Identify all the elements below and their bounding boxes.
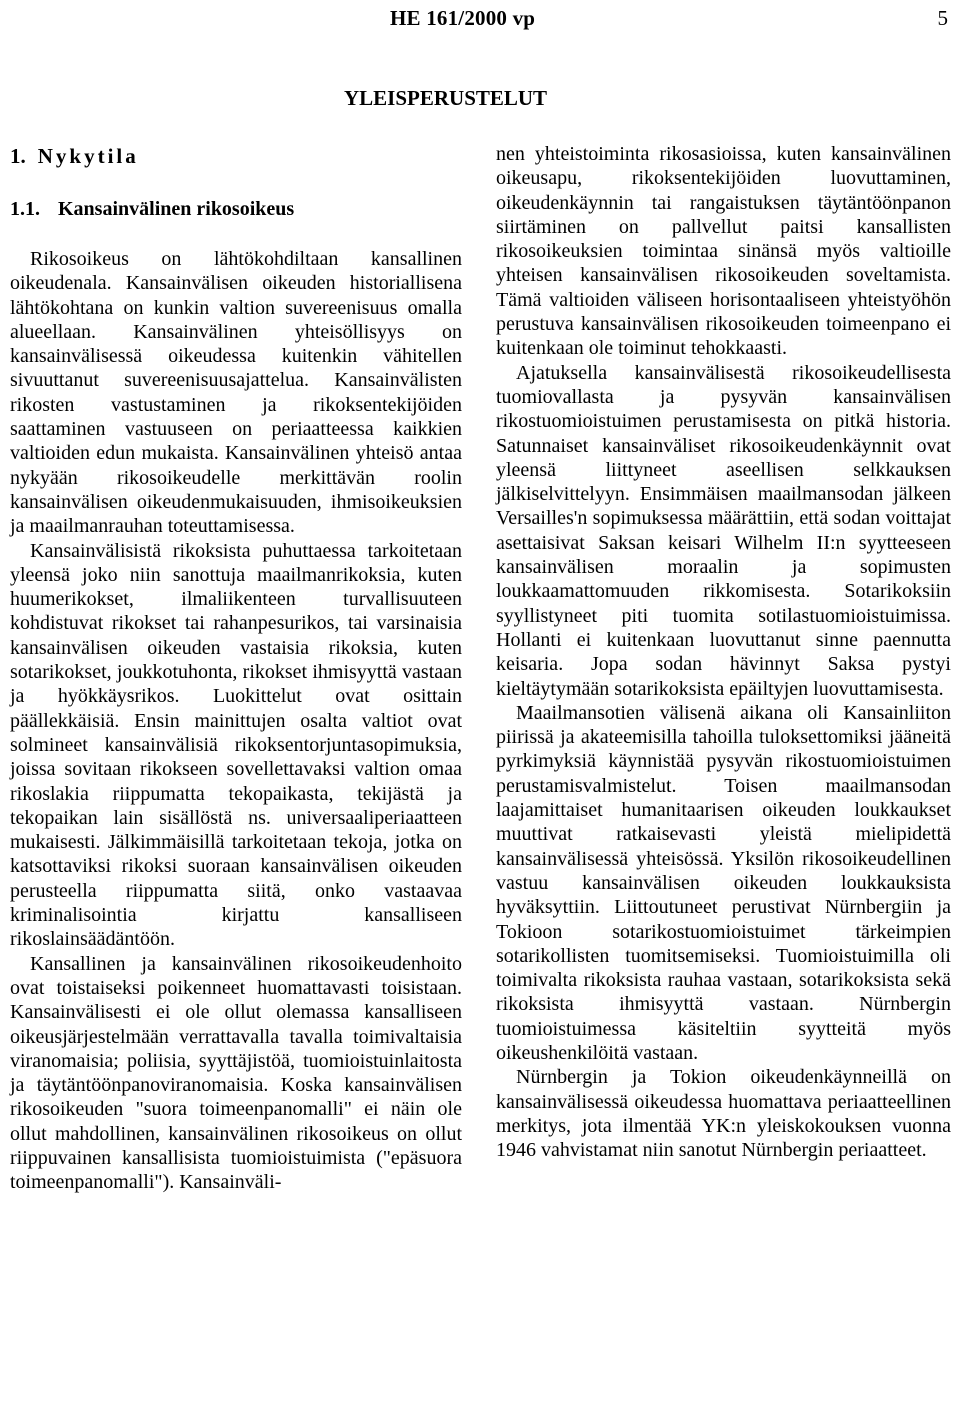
paragraph: Kansallinen ja kansainvälinen rikosoikeudenhoito ovat toistaiseksi poikenneet huomattavasti toisistaan. Kansainvälisesti ei ole ollut olemassa kansalliseen oikeusjärjestelmään verrattavalla tavalla toimivaltaisia viranomaisia; poliisia, syyttäjistöä, tuomioistuinlaitosta ja täytäntöönpanoviranomaisia. Koska kansainvälisen rikosoikeuden "suora toimeenpanomalli" ei näin ole ollut mahdollinen, kansainvälinen rikosoikeus on ollut riippuvainen kansallisista tuomioistuimista ("epäsuora toimeenpanomalli"). Kansainväli- — [10, 952, 462, 1194]
heading-title: Nykytila — [37, 144, 139, 168]
heading-level-2 — [10, 198, 294, 221]
right-text-column — [496, 142, 951, 1162]
paragraph: Ajatuksella kansainvälisestä rikosoikeudellisesta tuomiovallasta ja pysyvän kansainvälisen rikostuomioistuimen perustamisesta on pitkä historia. Satunnaiset kansainväliset rikosoikeudenkäynnit ovat yleensä liittyneet aseellisen selkkauksen jälkiselvittelyyn. Ensimmäisen maailmansodan jälkeen Versailles'n sopimuksessa määrättiin, että sodan voittajat asettaisivat Saksan keisari Wilhelm II:n syytteeseen kansainvälisen moraalin ja sopimusten loukkaamattomuuden rikkomisesta. Sotarikoksiin syyllistyneet piti tuomita sotilastuomioistuimissa. Hollanti ei kuitenkaan luovuttanut sinne paennutta keisaria. Jopa sodan hävinnyt Saksa pystyi kieltäytymään sotarikoksista epäiltyjen luovuttamisesta. — [496, 361, 951, 700]
running-header: HE 161/2000 vp — [390, 6, 536, 30]
subheading-title: Kansainvälinen rikosoikeus — [58, 198, 295, 220]
paragraph: Kansainvälisistä rikoksista puhuttaessa tarkoitetaan yleensä joko niin sanottuja maailmanrikoksia, kuten huumerikokset, ilmaliikenteen turvallisuuteen kohdistuvat rikokset tai rahanpesurikos, tai varsinaisia kansainvälisen oikeuden vastaisia rikoksia, kuten sotarikokset, joukkotuhonta, rikokset ihmisyyttä vastaan ja hyökkäysrikos. Luokittelut ovat osittain päällekkäisiä. Ensin mainittujen osalta valtiot ovat solmineet kansainvälisiä rikoksentorjuntasopimuksia, joissa sovitaan rikokseen sovellettavaksi valtion omaa rikoslakia riippumatta tekopaikasta, tekijästä ja tekopaikan lain sisällöstä ns. universaaliperiaatteen mukaisesti. Jälkimmäisillä tarkoitetaan tekoja, jotka on katsottaviksi rikoksi suoraan kansainvälisen oikeuden perusteella riippumatta siitä, onko vastaavaa kriminalisointia kirjattu kansalliseen rikoslainsäädäntöön. — [10, 539, 462, 951]
left-text-column — [10, 247, 462, 1195]
paragraph: Rikosoikeus on lähtökohdiltaan kansallinen oikeudenala. Kansainvälisen oikeuden historiallisena lähtökohtana on kunkin valtion suvereenisuus omalla alueellaan. Kansainvälinen yhteisöllisyys on kansainvälisessä oikeudessa kuitenkin vähitellen sivuuttanut suvereenisuusajattelua. Kansainvälisten rikosten vastustaminen ja rikoksentekijöiden saattaminen vastuuseen on periaatteessa kaikkien valtioiden edun mukaista. Kansainvälinen yhteisö antaa nykyään rikosoikeudelle merkittävän roolin kansainvälisen oikeudenmukaisuuden, ihmisoikeuksien ja maailmanrauhan toteuttamisessa. — [10, 248, 462, 538]
heading-level-1 — [10, 144, 139, 169]
subheading-number: 1.1. — [10, 198, 40, 220]
paragraph: Nürnbergin ja Tokion oikeudenkäynneillä on kansainvälisessä oikeudessa huomattava periaatteellinen merkitys, jota ilmentää YK:n yleiskokouksen vuonna 1946 vahvistamat niin sanotut Nürnbergin periaatteet. — [496, 1066, 951, 1162]
paragraph: Maailmansotien välisenä aikana oli Kansainliiton piirissä ja akateemisilla tahoilla tuloksettomiksi jääneitä pyrkimyksiä käynnistää pysyvän rikostuomioistuimen perustamisvalmistelut. Toisen maailmansodan laajamittaiset humanitaarisen oikeuden loukkaukset muuttivat ratkaisevasti yleistä mielipidettä kansainvälisessä yhteisössä. Yksilön rikosoikeudellinen vastuu kansainvälisen oikeuden loukkauksista hyväksyttiin. Liittoutuneet perustivat Nürnbergiin ja Tokioon sotarikostuomioistuimet tärkeimpien sotarikollisten tuomitsemiseksi. Tuomioistuimilla oli toimivalta rikoksista rauhaa vastaan, sotarikoksista sekä rikoksista ihmisyyttä vastaan. Nürnbergin tuomioistuimessa käsiteltiin syytteitä myös oikeushenkilöitä vastaan. — [496, 701, 951, 1064]
heading-number: 1. — [10, 144, 26, 168]
page-number: 5 — [937, 6, 948, 30]
paragraph-continued: nen yhteistoiminta rikosasioissa, kuten kansainvälinen oikeusapu, rikoksentekijöiden luovuttaminen, oikeudenkäynnin tai rangaistuksen täytäntöönpanon siirtäminen on pallvellut paitsi kansallisten rikosoikeuksien toimintaa sinänsä myös valtioille yhteisen kansainvälisen rikosoikeuden soveltamista. Tämä valtioiden väliseen horisontaaliseen yhteistyöhön perustuva kansainvälisen rikosoikeuden toimeenpano ei kuitenkaan ole toiminut tehokkaasti. — [496, 143, 951, 360]
section-heading: YLEISPERUSTELUT — [344, 86, 548, 110]
